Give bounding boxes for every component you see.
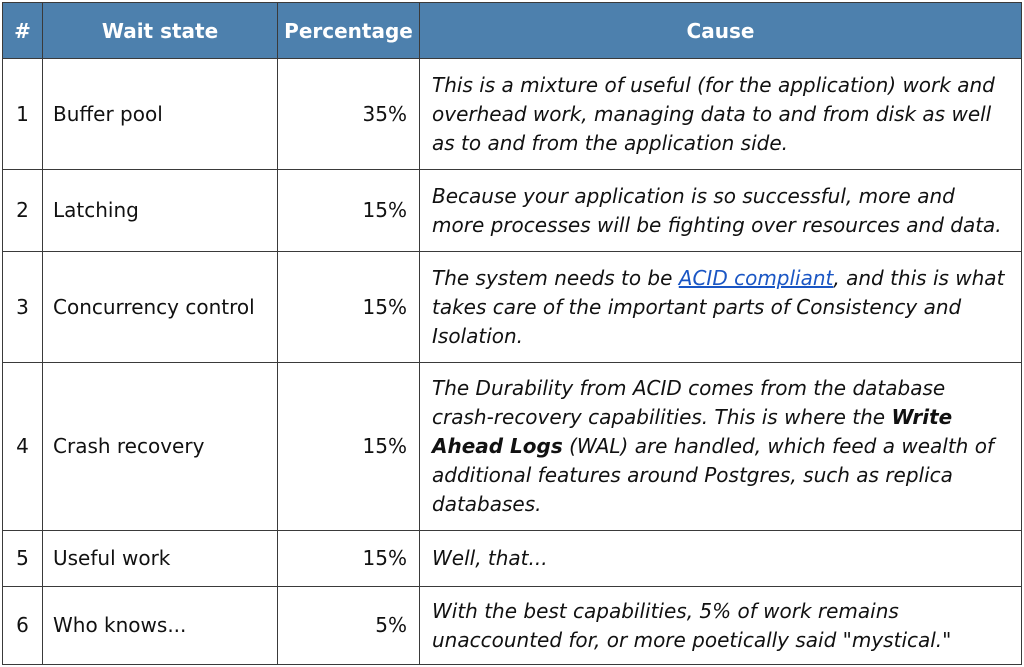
percentage-cell: 15% — [278, 252, 420, 363]
row-number: 2 — [3, 170, 43, 252]
row-number: 6 — [3, 587, 43, 665]
cause-text: The system needs to be — [432, 265, 679, 290]
header-row — [3, 3, 1022, 59]
row-number: 5 — [3, 531, 43, 587]
wait-state-cell: Buffer pool — [43, 59, 278, 170]
cause-cell — [420, 252, 1022, 363]
table-row — [3, 170, 1022, 252]
header-cause: Cause — [420, 3, 1022, 59]
percentage-cell: 15% — [278, 170, 420, 252]
acid-compliant-link[interactable]: ACID compliant — [678, 265, 834, 290]
table-row — [3, 59, 1022, 170]
percentage-cell: 35% — [278, 59, 420, 170]
row-number: 3 — [3, 252, 43, 363]
cause-text: , and this is what takes care of the important parts of Consistency and Isolation. — [432, 265, 1005, 348]
wait-state-cell: Useful work — [43, 531, 278, 587]
cause-cell: Because your application is so successful, more and more processes will be fighting over resources and data. — [420, 170, 1022, 252]
table-row — [3, 363, 1022, 531]
percentage-cell: 15% — [278, 531, 420, 587]
table-row — [3, 252, 1022, 363]
header-percentage: Percentage — [278, 3, 420, 59]
cause-cell: With the best capabilities, 5% of work remains unaccounted for, or more poetically said "mystical." — [420, 587, 1022, 665]
table-row — [3, 531, 1022, 587]
wait-state-cell: Crash recovery — [43, 363, 278, 531]
table-row — [3, 587, 1022, 665]
header-wait-state: Wait state — [43, 3, 278, 59]
header-num: # — [3, 3, 43, 59]
percentage-cell: 5% — [278, 587, 420, 665]
write-ahead-logs-term: Write Ahead Logs — [432, 405, 953, 458]
cause-cell — [420, 363, 1022, 531]
cause-text: (WAL) are handled, which feed a wealth of additional features around Postgres, such as replica databases. — [432, 434, 994, 516]
wait-state-cell: Concurrency control — [43, 252, 278, 363]
row-number: 1 — [3, 59, 43, 170]
row-number: 4 — [3, 363, 43, 531]
wait-state-table — [2, 2, 1022, 665]
wait-state-cell: Latching — [43, 170, 278, 252]
percentage-cell: 15% — [278, 363, 420, 531]
cause-cell: Well, that... — [420, 531, 1022, 587]
cause-cell: This is a mixture of useful (for the application) work and overhead work, managing data to and from disk as well as to and from the application side. — [420, 59, 1022, 170]
wait-state-cell: Who knows... — [43, 587, 278, 665]
cause-text: The Durability from ACID comes from the database crash-recovery capabilities. This is where the — [432, 376, 946, 429]
